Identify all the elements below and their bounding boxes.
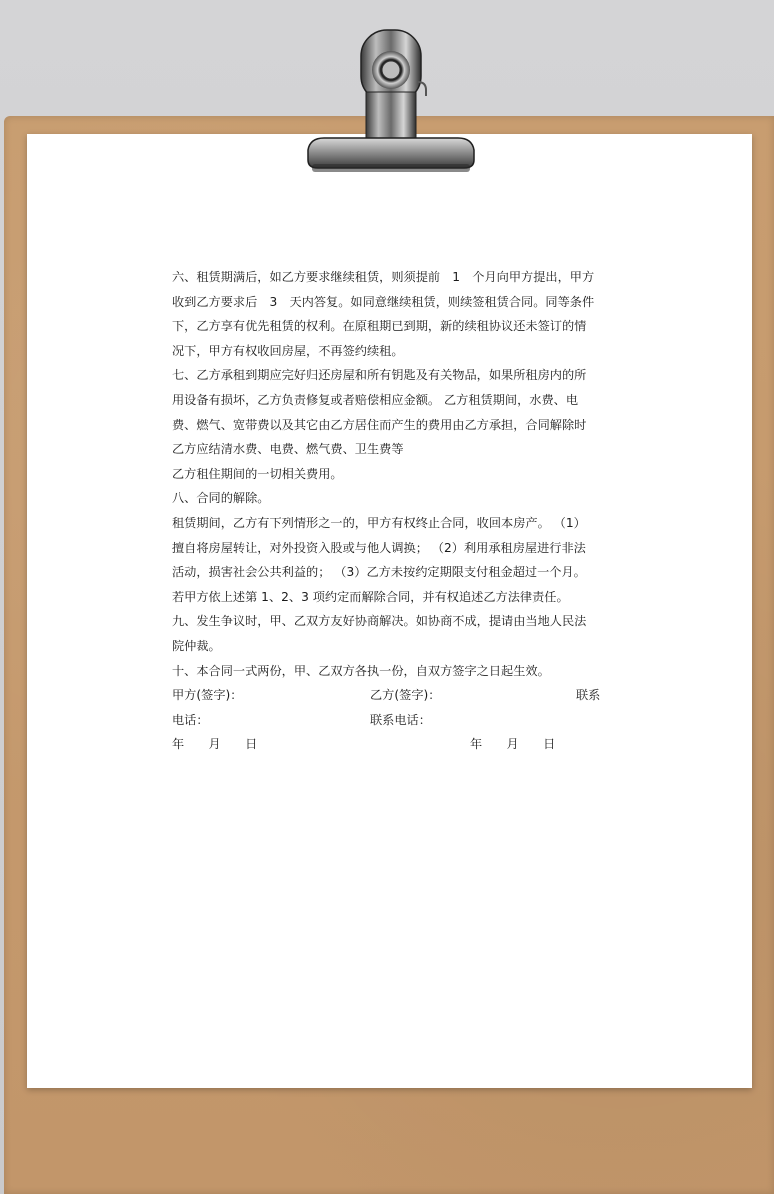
clause-line: 费、燃气、宽带费以及其它由乙方居住而产生的费用由乙方承担，合同解除时 [172,417,587,432]
clause-line: 况下，甲方有权收回房屋，不再签约续租。 [172,343,404,358]
party-b-signature-label: 乙方(签字)： [370,688,441,703]
signature-row [172,683,604,708]
clause-line: 九、发生争议时，甲、乙双方友好协商解决。如协商不成，提请由当地人民法 [172,614,587,629]
clause-line: 院仲裁。 [172,638,221,653]
party-a-date: 年 月 日 [172,737,258,752]
contract-body [172,265,604,757]
date-row [172,732,604,757]
phone-row [172,708,604,733]
clause-line: 八、合同的解除。 [172,491,270,506]
party-a-phone-label: 电话： [172,712,209,727]
clause-line: 乙方应结清水费、电费、燃气费、卫生费等 [172,442,404,457]
clause-line: 下，乙方享有优先租赁的权利。在原租期已到期，新的续租协议还未签订的情 [172,319,587,334]
clause-line: 用设备有损坏，乙方负责修复或者赔偿相应金额。 乙方租赁期间，水费、电 [172,392,579,407]
clause-line: 活动，损害社会公共利益的； （3）乙方未按约定期限支付租金超过一个月。 [172,565,586,580]
clause-line: 收到乙方要求后 3 天内答复。如同意继续租赁，则续签租赁合同。同等条件 [172,294,595,309]
party-a-signature-label: 甲方(签字)： [172,688,243,703]
party-b-phone-label: 联系电话： [370,712,431,727]
clause-line: 乙方租住期间的一切相关费用。 [172,466,343,481]
party-b-date: 年 月 日 [470,737,556,752]
clause-line: 若甲方依上述第 1、2、3 项约定而解除合同，并有权追述乙方法律责任。 [172,589,569,604]
binder-clip-icon [306,24,476,176]
clause-line: 租赁期间，乙方有下列情形之一的，甲方有权终止合同，收回本房产。 （1） [172,515,586,530]
clause-line: 七、乙方承租到期应完好归还房屋和所有钥匙及有关物品，如果所租房内的所 [172,368,587,383]
contact-label-wrap: 联系 [576,688,601,703]
clause-line: 擅自将房屋转让，对外投资入股或与他人调换； （2）利用承租房屋进行非法 [172,540,586,555]
clause-line: 十、本合同一式两份，甲、乙双方各执一份，自双方签字之日起生效。 [172,663,550,678]
clause-line: 六、租赁期满后，如乙方要求继续租赁，则须提前 1 个月向甲方提出，甲方 [172,270,595,284]
